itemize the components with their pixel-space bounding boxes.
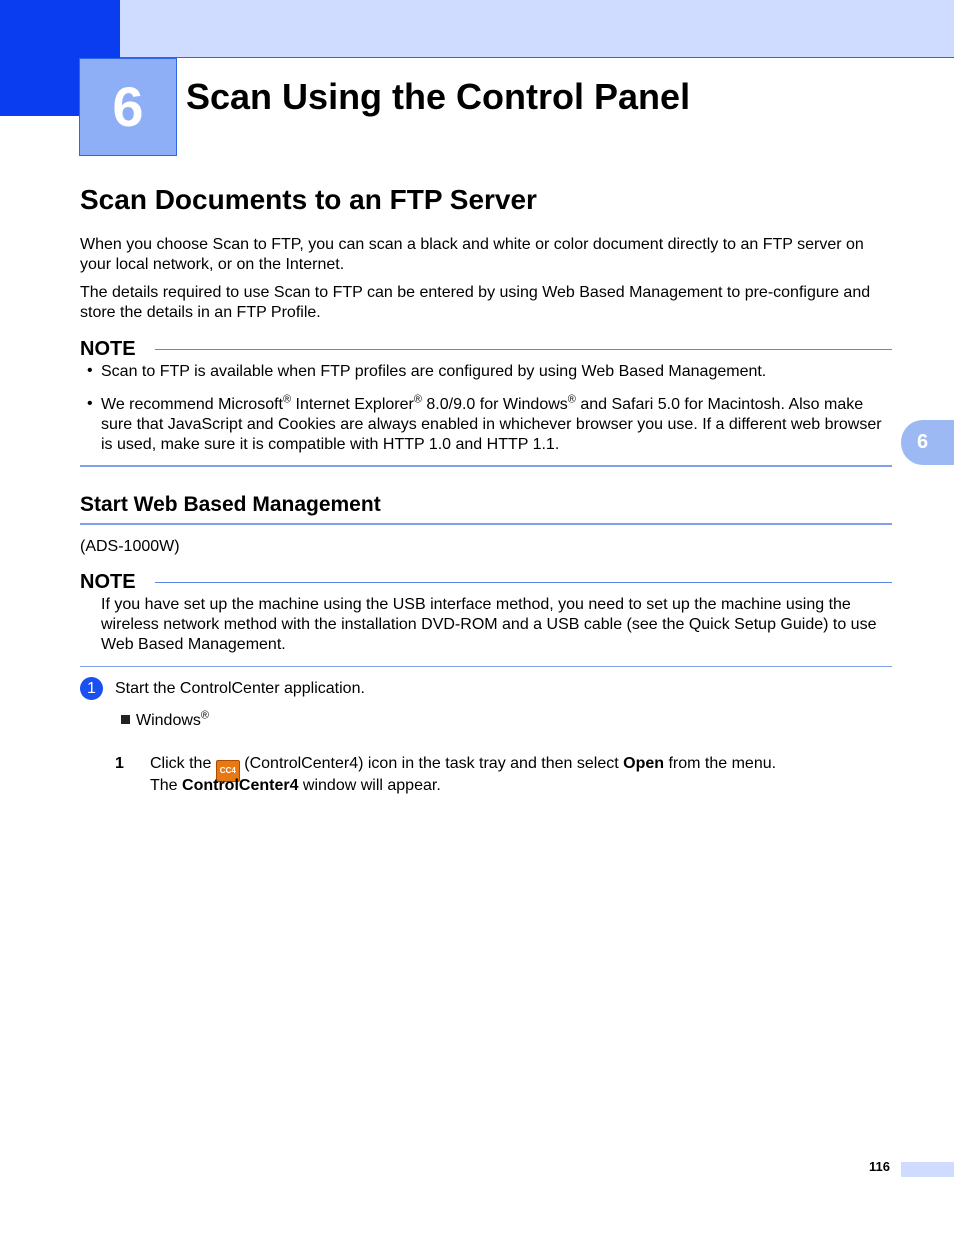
section-paragraph-2: The details required to use Scan to FTP can be entered by using Web Based Management to pre-configure and store the details in an FTP Profile. <box>80 284 871 321</box>
bullet-dot: • <box>87 362 93 379</box>
note-top-rule <box>155 582 892 583</box>
chapter-title: Scan Using the Control Panel <box>186 76 691 117</box>
footer-bar <box>901 1162 954 1177</box>
menu-open-label: Open <box>623 755 665 772</box>
subsection-title: Start Web Based Management <box>80 493 381 516</box>
square-bullet-icon <box>121 715 130 724</box>
note-2-text: If you have set up the machine using the USB interface method, you need to set up the machine using the wireless network method with the installation DVD-ROM and a USB cable (see the Quick Setup Guide) to use Web Based Management. <box>101 596 877 653</box>
bullet-text: We recommend Microsoft <box>101 396 283 413</box>
note-label: NOTE <box>80 571 136 593</box>
step-text: window will appear. <box>298 777 441 794</box>
section-paragraph-1: When you choose Scan to FTP, you can scan a black and white or color document directly to an FTP server on your local network, or on the Internet. <box>80 236 864 273</box>
step-1-text: Start the ControlCenter application. <box>115 680 365 697</box>
step-text: (ControlCenter4) icon in the task tray and then select <box>239 755 624 772</box>
os-item-windows <box>121 711 421 731</box>
chapter-number-box: 6 <box>79 58 177 156</box>
registered-mark: ® <box>282 393 292 406</box>
bullet-text: and Safari 5.0 for Macintosh. Also make sure that JavaScript and Cookies are always enabled in whichever browser you use. If a different web browser is used, make sure it is compatible with HTTP 1.0 and HTTP 1.1. <box>101 396 882 453</box>
note-label: NOTE <box>80 338 136 360</box>
note-top-rule <box>155 349 892 350</box>
note-bullet-2 <box>101 395 892 455</box>
registered-mark: ® <box>413 393 422 406</box>
note-bottom-rule <box>80 666 892 667</box>
model-label: (ADS-1000W) <box>80 538 180 555</box>
bullet-dot: • <box>87 395 93 412</box>
os-label: Windows <box>136 712 201 729</box>
header-band <box>0 0 954 58</box>
note-bottom-rule <box>80 465 892 467</box>
window-name: ControlCenter4 <box>182 777 299 794</box>
note-bullet-1: Scan to FTP is available when FTP profiles are configured by using Web Based Management. <box>101 363 767 380</box>
sub-step-number: 1 <box>115 755 124 772</box>
registered-mark: ® <box>567 393 576 406</box>
bullet-text: 8.0/9.0 for Windows <box>421 396 568 413</box>
step-number-circle: 1 <box>80 677 103 700</box>
step-text: The <box>150 777 183 794</box>
subsection-rule <box>80 523 892 525</box>
chapter-side-tab[interactable]: 6 <box>901 420 954 465</box>
page-number: 116 <box>869 1159 890 1174</box>
controlcenter4-icon: CC4 <box>216 760 240 782</box>
step-text: from the menu. <box>664 755 777 772</box>
step-text: Click the <box>150 755 212 772</box>
sub-step-line-2 <box>150 776 892 796</box>
registered-mark: ® <box>200 709 210 722</box>
section-title: Scan Documents to an FTP Server <box>80 184 537 215</box>
bullet-text: Internet Explorer <box>291 396 414 413</box>
